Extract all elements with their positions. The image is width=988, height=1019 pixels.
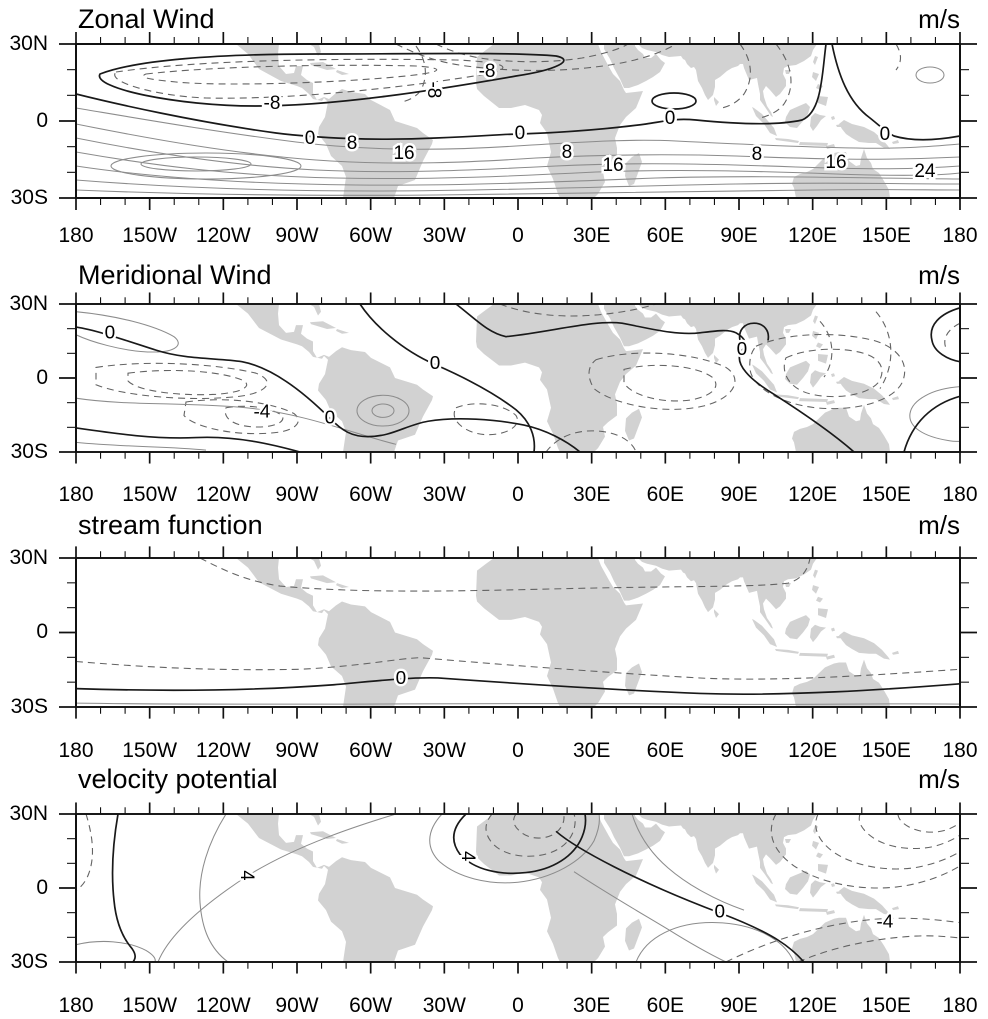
x-tick-label: 180 (58, 483, 94, 506)
x-tick-label: 180 (942, 739, 978, 762)
x-axis-labels (58, 224, 978, 249)
x-tick-label: 90W (275, 483, 319, 506)
x-tick-label: 120W (195, 483, 251, 506)
y-tick-label: 30S (10, 186, 48, 209)
contour-label: 0 (324, 406, 336, 428)
x-tick-label: 120W (195, 994, 251, 1017)
y-tick-label: 0 (36, 109, 48, 132)
x-tick-label: 0 (512, 739, 524, 762)
contour-label: 16 (602, 154, 624, 176)
x-tick-label: 60E (646, 224, 685, 247)
x-tick-label: 180 (942, 224, 978, 247)
x-tick-label: 0 (512, 224, 524, 247)
x-tick-label: 90W (275, 224, 319, 247)
x-tick-label: 150E (861, 483, 911, 506)
panel-title: Meridional Wind (78, 260, 272, 290)
x-tick-label: 60E (646, 483, 685, 506)
y-tick-label: 30S (10, 950, 48, 973)
x-tick-label: 150E (861, 739, 911, 762)
x-tick-label: 30W (422, 483, 466, 506)
x-tick-label: 60W (349, 483, 393, 506)
y-tick-label: 30N (9, 292, 48, 315)
contour-label: 8 (561, 142, 573, 164)
contour-label: 4 (236, 870, 259, 881)
x-axis-labels (58, 739, 978, 764)
x-tick-label: 30W (422, 994, 466, 1017)
x-tick-label: 180 (942, 483, 978, 506)
x-axis-labels (58, 994, 978, 1019)
x-tick-label: 60W (349, 994, 393, 1017)
y-tick-label: 30N (9, 802, 48, 825)
units-label: m/s (918, 260, 960, 290)
y-tick-label: 30S (10, 695, 48, 718)
continents (236, 304, 899, 452)
x-tick-label: 90W (275, 994, 319, 1017)
contour-label: 0 (104, 322, 116, 343)
x-tick-label: 90W (275, 739, 319, 762)
contour-label: 0 (395, 667, 407, 688)
x-tick-label: 0 (512, 483, 524, 506)
contour-label: 0 (736, 338, 748, 359)
contour-label: -4 (253, 400, 271, 422)
x-tick-label: 30E (572, 224, 611, 247)
x-tick-label: 120E (788, 994, 838, 1017)
contour-label: -8 (423, 81, 445, 99)
contour-label: 16 (825, 152, 847, 174)
map-stream-function (76, 558, 960, 707)
x-tick-label: 150W (122, 739, 178, 762)
contour-label: 0 (514, 123, 526, 145)
contour-label: 0 (879, 123, 891, 145)
y-tick-label: 0 (36, 620, 48, 643)
map-meridional-wind (76, 304, 960, 452)
x-tick-label: 30W (422, 224, 466, 247)
units-label: m/s (918, 764, 960, 794)
y-tick-label: 30N (9, 546, 48, 569)
contour-label: 16 (393, 143, 415, 165)
x-tick-label: 90E (720, 483, 758, 506)
units-label: m/s (918, 4, 960, 34)
x-tick-label: 150W (122, 224, 178, 247)
contour-label: 8 (751, 143, 763, 165)
contour-labels (105, 322, 748, 427)
x-axis-labels (58, 483, 978, 508)
x-tick-label: 120W (195, 224, 251, 247)
contour-label: 24 (914, 161, 936, 183)
x-tick-label: 120E (788, 483, 838, 506)
x-tick-label: 150E (861, 994, 911, 1017)
x-tick-label: 30E (572, 994, 611, 1017)
x-tick-label: 180 (58, 224, 94, 247)
x-tick-label: 90E (720, 994, 758, 1017)
x-tick-label: 180 (942, 994, 978, 1017)
x-tick-label: 90E (720, 224, 758, 247)
x-tick-label: 180 (58, 994, 94, 1017)
contour-label: 0 (664, 107, 676, 129)
contour-label: -8 (263, 93, 281, 115)
x-tick-label: 30E (572, 483, 611, 506)
contour-labels (396, 667, 407, 688)
x-tick-label: 150E (861, 224, 911, 247)
contour-label: 8 (346, 133, 358, 155)
contour-label: -8 (478, 60, 496, 82)
x-tick-label: 120E (788, 224, 838, 247)
contour-label: 0 (304, 127, 316, 149)
contour-label: 0 (714, 901, 726, 922)
x-tick-label: 150W (122, 483, 178, 506)
positive-contours (76, 814, 794, 962)
x-tick-label: 60E (646, 994, 685, 1017)
panel-title: velocity potential (78, 764, 278, 794)
x-tick-label: 0 (512, 994, 524, 1017)
panel-title: stream function (78, 510, 263, 540)
panel-title: Zonal Wind (78, 4, 215, 34)
continents (236, 814, 899, 962)
x-tick-label: 120W (195, 739, 251, 762)
y-tick-label: 0 (36, 366, 48, 389)
x-tick-label: 60E (646, 739, 685, 762)
y-tick-label: 30N (9, 32, 48, 55)
map-velocity-potential (76, 814, 960, 962)
x-tick-label: 90E (720, 739, 758, 762)
contour-label: 0 (429, 352, 441, 374)
y-tick-label: 0 (36, 876, 48, 899)
x-tick-label: 30E (572, 739, 611, 762)
y-tick-label: 30S (10, 440, 48, 463)
x-tick-label: 60W (349, 739, 393, 762)
units-label: m/s (918, 510, 960, 540)
x-tick-label: 120E (788, 739, 838, 762)
x-tick-label: 30W (422, 739, 466, 762)
x-tick-label: 180 (58, 739, 94, 762)
map-zonal-wind (76, 44, 960, 198)
x-tick-label: 60W (349, 224, 393, 247)
contour-label: -4 (876, 910, 894, 932)
contour-label: 4 (457, 851, 480, 862)
x-tick-label: 150W (122, 994, 178, 1017)
